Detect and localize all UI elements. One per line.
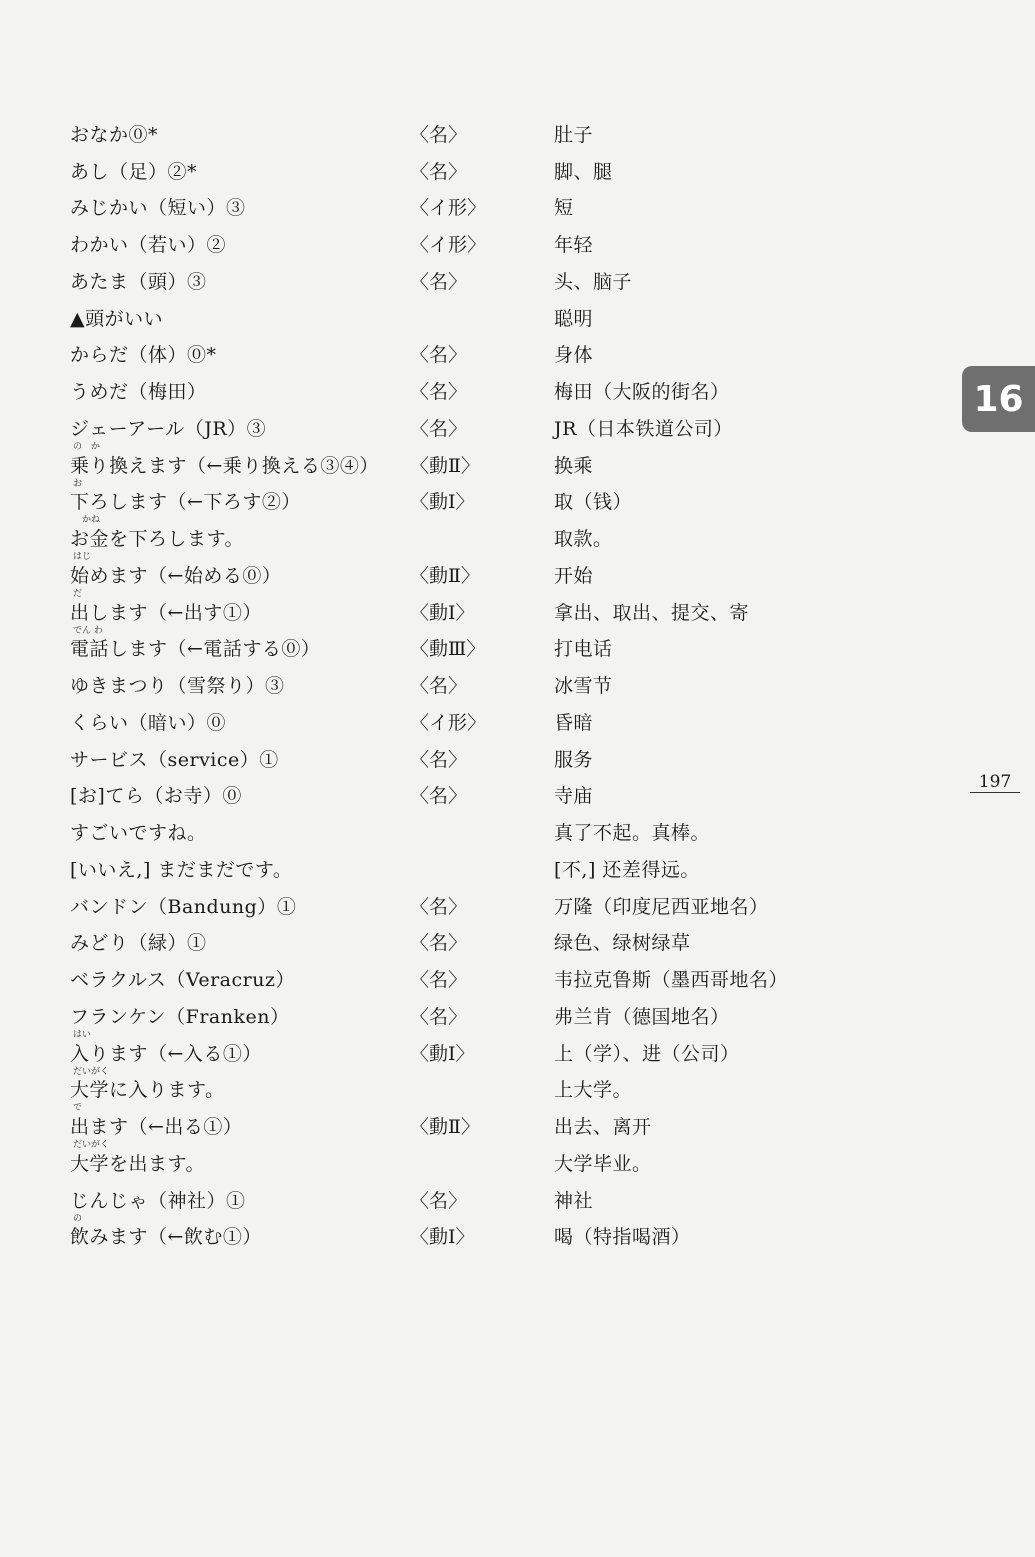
vocab-meaning: 取（钱） [554,491,633,514]
part-of-speech: 〈名〉 [410,270,468,293]
vocab-term: 大学を出ます。 [70,1152,205,1175]
furigana-reading: で [73,1103,83,1114]
vocab-row [70,1104,870,1141]
vocab-row [70,627,870,664]
part-of-speech: 〈イ形〉 [410,234,487,256]
vocab-term: 始めます（←始める⓪） [70,564,282,587]
vocab-term: うめだ（梅田） [70,381,207,403]
vocab-row [70,1031,870,1068]
vocab-meaning: 韦拉克鲁斯（墨西哥地名） [554,969,789,991]
vocab-meaning: 大学毕业。 [554,1152,652,1175]
vocab-row [70,516,870,553]
vocab-term: 乗り換えます（←乗り換える③④） [70,454,379,477]
vocab-row [70,590,870,627]
vocab-term: ゆきまつり（雪祭り）③ [70,675,285,697]
vocab-meaning: 换乘 [554,454,594,477]
vocab-term: 下ろします（←下ろす②） [70,491,301,514]
part-of-speech: 〈名〉 [410,160,468,183]
vocab-term: 出します（←出す①） [70,601,262,624]
vocab-row [70,1141,870,1178]
vocab-term: 出ます（←出る①） [70,1116,243,1138]
vocab-row [70,847,870,884]
part-of-speech: 〈名〉 [410,748,468,771]
vocab-row [70,149,870,186]
furigana-reading: の か [73,441,101,452]
furigana-reading: だいがく [73,1140,110,1150]
part-of-speech: 〈名〉 [410,969,468,991]
vocab-term: すごいですね。 [70,822,207,844]
vocab-meaning: 身体 [554,344,594,367]
vocab-term: わかい（若い）② [70,234,227,256]
furigana-reading: かね [73,515,101,526]
vocab-term: みじかい（短い）③ [70,197,246,220]
vocab-meaning: 头、脑子 [554,270,633,293]
vocab-row [70,333,870,370]
vocab-row [70,406,870,443]
vocab-term: [いいえ,] まだまだです。 [70,858,293,881]
part-of-speech: 〈動Ⅱ〉 [410,564,480,587]
vocab-row [70,1215,870,1252]
vocab-row [70,480,870,517]
vocab-row [70,443,870,480]
vocab-row [70,186,870,223]
furigana-reading: だ [73,588,83,599]
vocab-meaning: 取款。 [554,528,613,550]
part-of-speech: 〈動Ⅰ〉 [410,1042,475,1065]
vocab-row [70,884,870,921]
part-of-speech: 〈イ形〉 [410,711,487,734]
vocab-meaning: 上大学。 [554,1079,633,1102]
part-of-speech: 〈名〉 [410,417,468,440]
vocab-meaning: 昏暗 [554,711,594,734]
furigana-reading: はい [73,1029,92,1040]
part-of-speech: 〈名〉 [410,675,468,697]
vocab-row [70,921,870,958]
vocab-term: 電話します（←電話する⓪） [70,638,321,661]
vocab-row [70,1178,870,1215]
vocab-row [70,553,870,590]
vocab-meaning: JR（日本铁道公司） [554,417,733,440]
vocab-meaning: 上（学）、进（公司） [554,1042,740,1065]
vocab-row [70,663,870,700]
vocab-row [70,957,870,994]
furigana-reading: お [73,478,83,489]
vocab-row [70,296,870,333]
vocab-meaning: [不,] 还差得远。 [554,858,700,881]
vocab-row [70,112,870,149]
vocab-term: あし（足）②* [70,160,198,183]
chapter-number: 16 [973,378,1024,420]
vocab-meaning: 肚子 [554,123,594,146]
vocab-meaning: 冰雪节 [554,675,613,697]
vocab-meaning: 短 [554,197,574,220]
part-of-speech: 〈名〉 [410,932,468,955]
vocab-term: ▲頭がいい [70,307,164,330]
vocab-term: 大学に入ります。 [70,1079,225,1102]
furigana-reading: の [73,1213,83,1224]
part-of-speech: 〈イ形〉 [410,197,487,220]
vocab-meaning: 神社 [554,1189,594,1212]
vocab-row [70,700,870,737]
vocab-row [70,774,870,811]
part-of-speech: 〈名〉 [410,1189,468,1212]
part-of-speech: 〈動Ⅲ〉 [410,638,486,661]
vocab-meaning: 绿色、绿树绿草 [554,932,691,955]
vocab-term: からだ（体）⓪* [70,344,217,367]
vocab-meaning: 打电话 [554,638,613,661]
part-of-speech: 〈動Ⅰ〉 [410,601,475,624]
vocab-meaning: 寺庙 [554,785,594,808]
vocab-term: サービス（service）① [70,748,279,771]
page-number: 197 [970,772,1020,793]
vocab-term: バンドン（Bandung）① [70,895,297,918]
part-of-speech: 〈名〉 [410,381,468,403]
vocab-row [70,259,870,296]
vocab-meaning: 真了不起。真棒。 [554,822,711,844]
vocab-row [70,994,870,1031]
chapter-tab [962,366,1035,432]
vocab-meaning: 出去、离开 [554,1116,652,1138]
vocab-meaning: 脚、腿 [554,160,613,183]
furigana-reading: はじ [73,552,92,562]
vocab-row [70,369,870,406]
vocab-term: ジェーアール（JR）③ [70,417,267,440]
part-of-speech: 〈名〉 [410,1005,468,1028]
vocab-term: ベラクルス（Veracruz） [70,969,295,991]
vocab-meaning: 拿出、取出、提交、寄 [554,601,750,624]
part-of-speech: 〈動Ⅱ〉 [410,1116,480,1138]
part-of-speech: 〈動Ⅰ〉 [410,1226,475,1249]
vocab-meaning: 万隆（印度尼西亚地名） [554,895,769,918]
vocab-meaning: 开始 [554,564,594,587]
part-of-speech: 〈動Ⅰ〉 [410,491,475,514]
vocab-term: じんじゃ（神社）① [70,1189,246,1212]
vocab-term: くらい（暗い）⓪ [70,711,227,734]
vocab-row [70,222,870,259]
furigana-reading: だいがく [73,1066,110,1077]
part-of-speech: 〈名〉 [410,895,468,918]
part-of-speech: 〈名〉 [410,344,468,367]
vocab-row [70,810,870,847]
vocab-meaning: 梅田（大阪的街名） [554,381,730,403]
vocab-meaning: 服务 [554,748,594,771]
part-of-speech: 〈名〉 [410,123,468,146]
vocab-meaning: 喝（特指喝酒） [554,1226,691,1249]
vocab-term: お金を下ろします。 [70,528,244,550]
vocab-term: フランケン（Franken） [70,1005,290,1028]
vocab-row [70,737,870,774]
vocab-term: みどり（緑）① [70,932,207,955]
vocabulary-list [70,112,870,1251]
vocab-row [70,1068,870,1105]
vocab-meaning: 年轻 [554,234,594,256]
part-of-speech: 〈動Ⅱ〉 [410,454,480,477]
part-of-speech: 〈名〉 [410,785,468,808]
vocab-term: おなか⓪* [70,123,159,146]
vocab-meaning: 弗兰肯（德国地名） [554,1005,730,1028]
vocab-term: 入ります（←入る①） [70,1042,262,1065]
vocab-meaning: 聪明 [554,307,594,330]
vocab-term: 飲みます（←飲む①） [70,1226,262,1249]
vocab-term: あたま（頭）③ [70,270,207,293]
furigana-reading: でん わ [73,625,103,636]
vocab-term: [お]てら（お寺）⓪ [70,785,242,808]
